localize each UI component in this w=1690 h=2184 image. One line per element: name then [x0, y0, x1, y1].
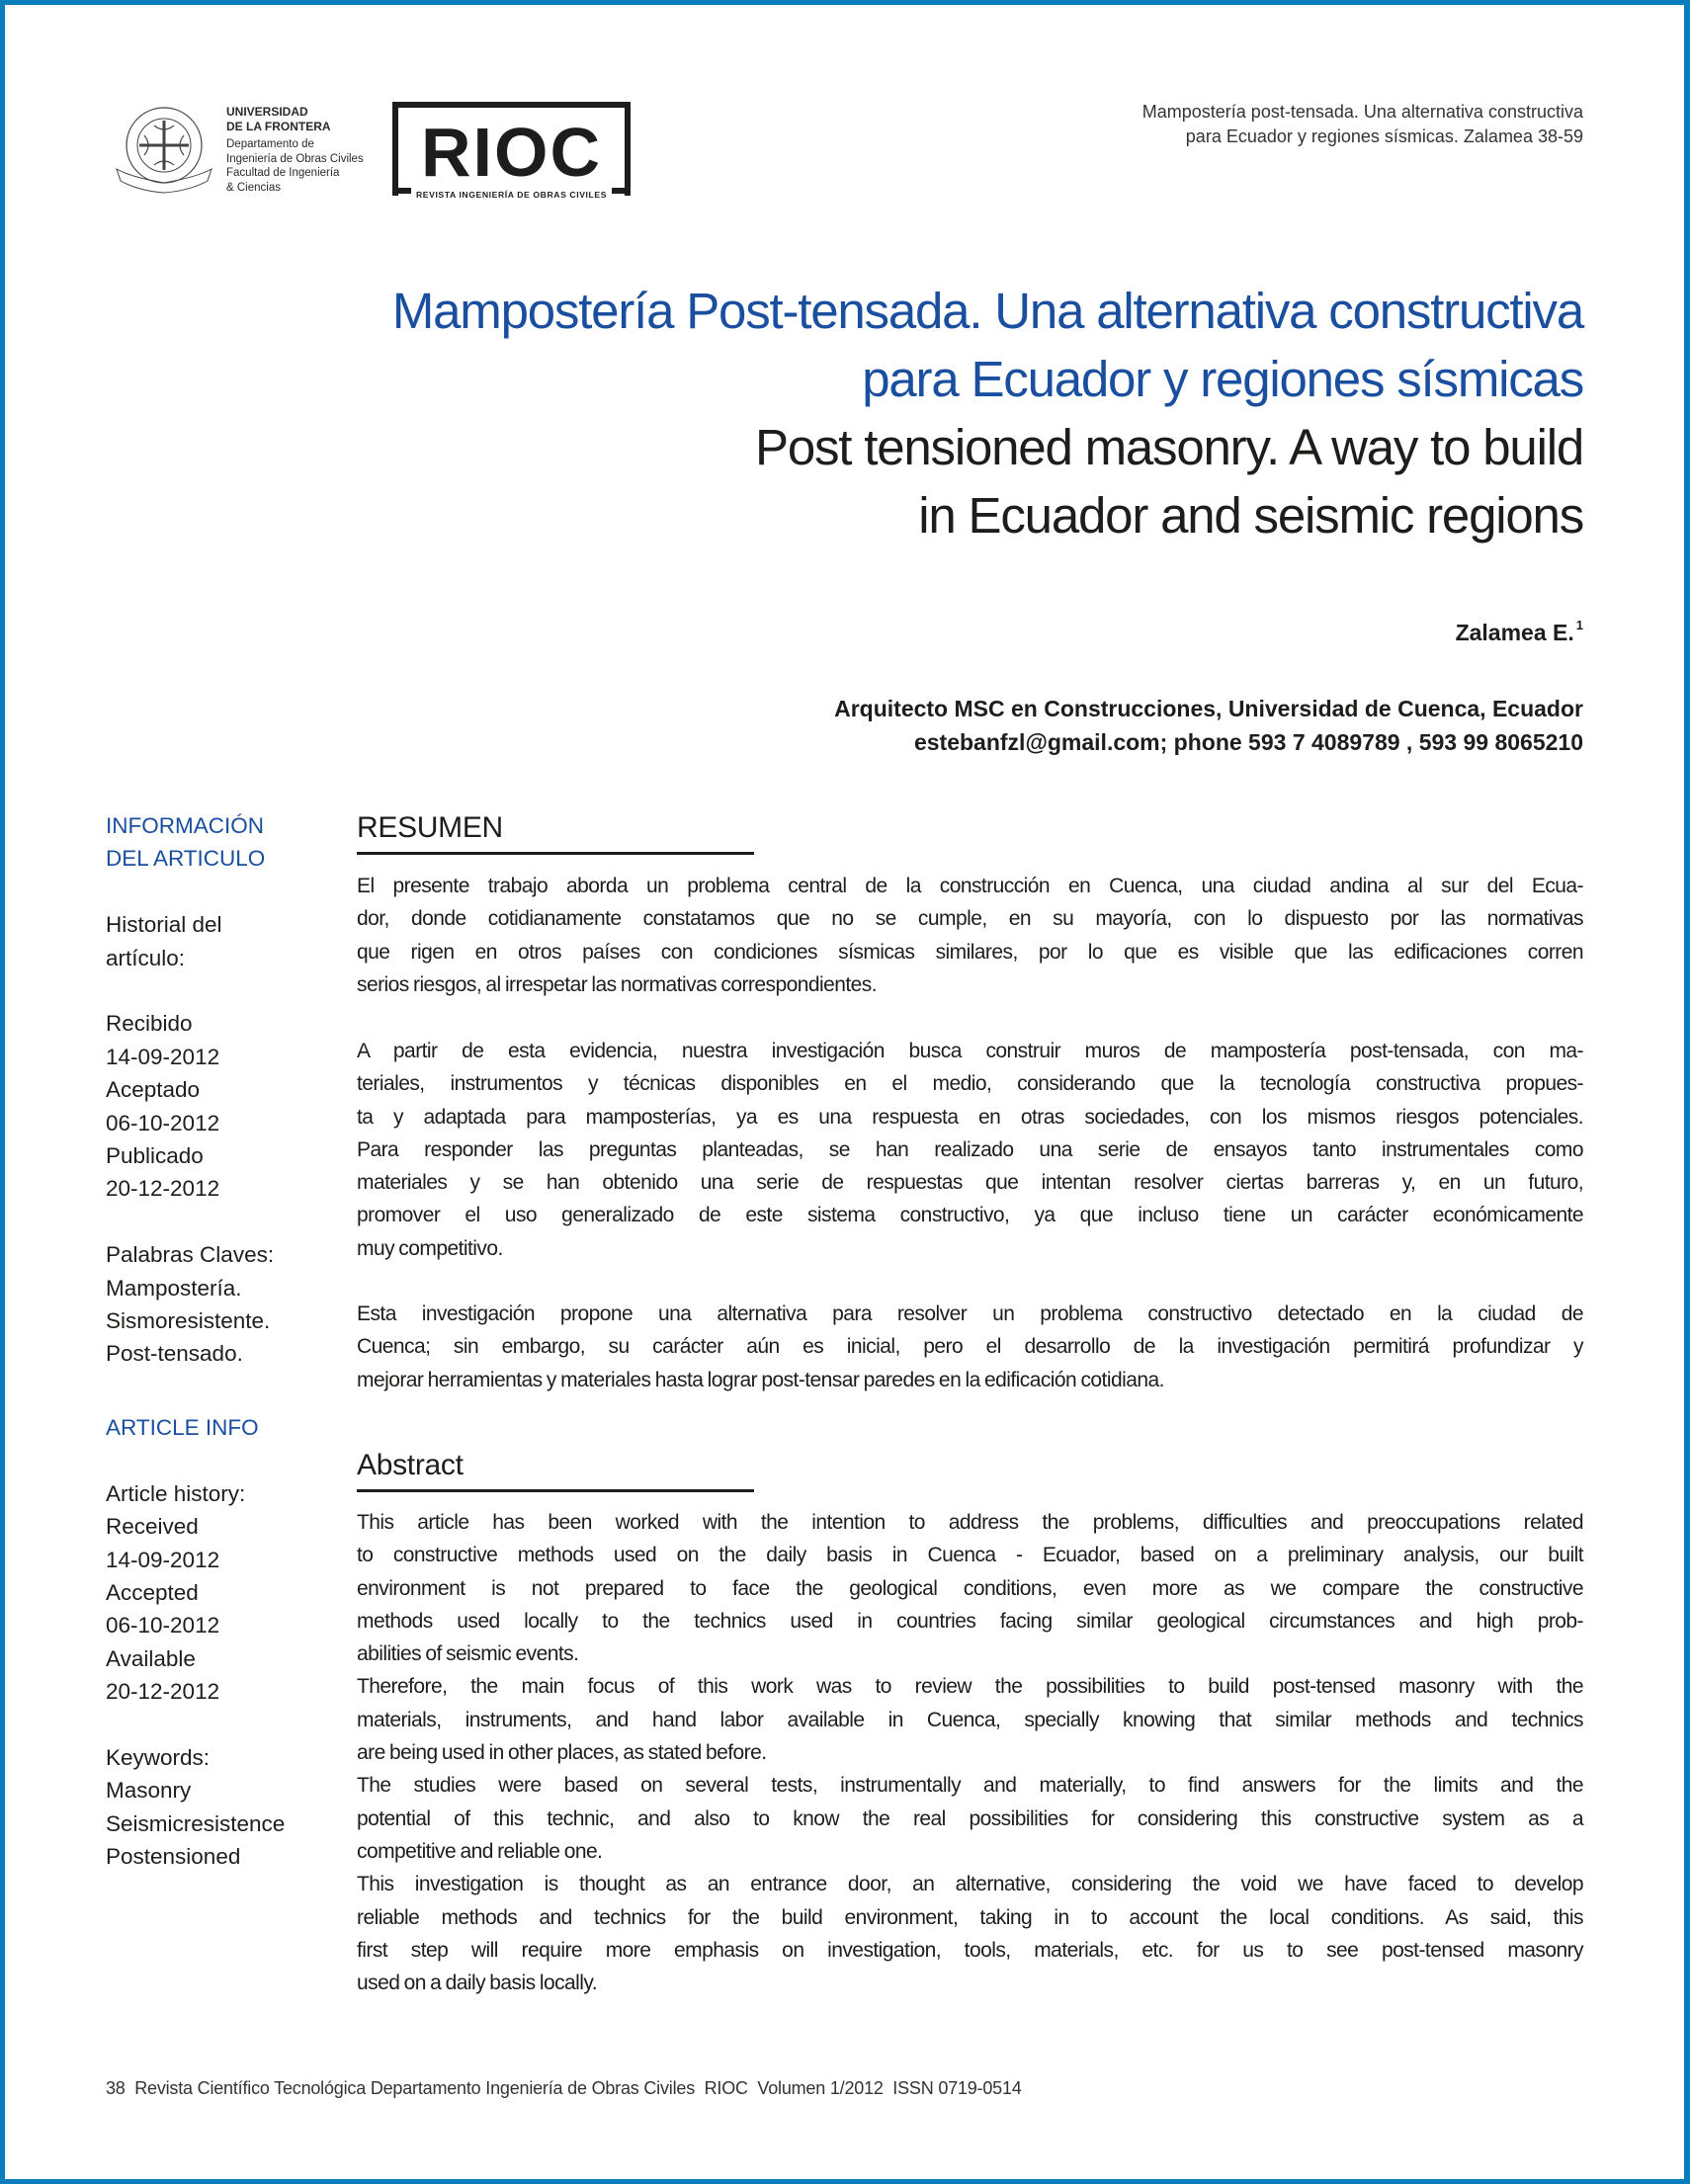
- abstract-heading-rule: [357, 1489, 754, 1492]
- sidebar-heading-es: INFORMACIÓN: [106, 813, 264, 838]
- running-head-line: Mampostería post-tensada. Una alternativa constructiva: [1141, 102, 1583, 122]
- author-name-text: Zalamea E.: [1455, 620, 1574, 645]
- resumen-paragraph: [357, 870, 1583, 1001]
- history-item: 20-12-2012: [106, 1176, 220, 1202]
- text-line: This article has been worked with the intention to address the problems, difficulties and preoccupations related: [357, 1511, 1583, 1534]
- history-label-es: artículo:: [106, 945, 186, 970]
- rioc-journal-logo: [392, 102, 631, 200]
- keywords-label-es: Palabras Claves:: [106, 1242, 275, 1268]
- text-line: Para responder las preguntas planteadas, se han realizado una serie de ensayos tanto instrumentales como: [357, 1137, 1583, 1161]
- keyword-item: Postensioned: [106, 1844, 241, 1870]
- running-head-line: para Ecuador y regiones sísmicas. Zalamea 38-59: [1185, 126, 1583, 146]
- history-item: Received: [106, 1514, 199, 1540]
- sidebar-article-info-es: [106, 809, 274, 1371]
- text-line: to constructive methods used on the daily basis in Cuenca - Ecuador, based on a preliminary analysis, our built: [357, 1544, 1583, 1567]
- text-line: environment is not prepared to face the geological conditions, even more as we compare the constructive: [357, 1576, 1583, 1600]
- department-line: & Ciencias: [226, 181, 281, 194]
- author-affiliation: [834, 692, 1583, 759]
- text-line: dor, donde cotidianamente constatamos que no se cumple, en su mayoría, con lo dispuesto por las normativas: [357, 907, 1583, 931]
- text-line: serios riesgos, al irrespetar las normativas correspondientes.: [357, 972, 877, 996]
- sidebar-article-info-en: [106, 1411, 285, 1874]
- running-head: [1142, 100, 1583, 149]
- university-name-line: DE LA FRONTERA: [226, 120, 331, 133]
- resumen-section: [357, 810, 1583, 855]
- title-english-line: Post tensioned masonry. A way to build: [755, 419, 1583, 475]
- resumen-paragraph: [357, 1035, 1583, 1265]
- history-item: 14-09-2012: [106, 1547, 220, 1572]
- history-item: 14-09-2012: [106, 1044, 220, 1069]
- text-line: competitive and reliable one.: [357, 1839, 603, 1863]
- history-item: Accepted: [106, 1580, 199, 1606]
- department-line: Departamento de: [226, 138, 314, 150]
- resumen-heading-rule: [357, 852, 754, 855]
- text-line: materiales y se han obtenido una serie de respuestas que intentan resolver ciertas barreras y, en un futuro,: [357, 1171, 1583, 1195]
- university-name-line: UNIVERSIDAD: [226, 105, 308, 119]
- history-label-en: Article history:: [106, 1480, 246, 1506]
- text-line: A partir de esta evidencia, nuestra investigación busca construir muros de mampostería post-tensada, con ma-: [357, 1040, 1583, 1062]
- keyword-item: Mampostería.: [106, 1275, 242, 1301]
- text-line: Cuenca; sin embargo, su carácter aún es inicial, pero el desarrollo de la investigación permitirá profundizar y: [357, 1335, 1583, 1359]
- keyword-item: Masonry: [106, 1778, 192, 1804]
- history-item: 06-10-2012: [106, 1613, 220, 1638]
- author-footnote-mark: 1: [1575, 618, 1583, 632]
- university-name-block: [226, 105, 364, 195]
- text-line: muy competitivo.: [357, 1236, 503, 1260]
- history-item: Aceptado: [106, 1077, 201, 1103]
- text-line: materials, instruments, and hand labor available in Cuenca, specially knowing that similar methods and technics: [357, 1708, 1583, 1731]
- text-line: potential of this technic, and also to know the real possibilities for considering this constructive system as a: [357, 1806, 1583, 1830]
- department-line: Facultad de Ingeniería: [226, 167, 340, 179]
- text-line: promover el uso generalizado de este sistema constructivo, ya que incluso tiene un carácter económicamente: [357, 1204, 1583, 1227]
- abstract-heading: Abstract: [357, 1449, 464, 1481]
- affiliation-text: Arquitecto MSC en Construcciones, Universidad de Cuenca, Ecuador: [834, 696, 1583, 721]
- keyword-item: Post-tensado.: [106, 1341, 243, 1367]
- resumen-heading: RESUMEN: [357, 811, 503, 844]
- text-line: used on a daily basis locally.: [357, 1972, 598, 1995]
- abstract-paragraph: [357, 1506, 1583, 1999]
- history-item: Publicado: [106, 1143, 204, 1169]
- resumen-paragraph: [357, 1298, 1583, 1396]
- title-english: [755, 413, 1583, 549]
- rioc-logo-wordmark: RIOC: [421, 114, 602, 191]
- text-line: que rigen en otros países con condiciones sísmicas similares, por lo que es visible que las edificaciones corren: [357, 940, 1583, 964]
- text-line: The studies were based on several tests, instrumentally and materially, to find answers for the limits and the: [357, 1774, 1583, 1798]
- history-item: Available: [106, 1645, 196, 1671]
- history-item: Recibido: [106, 1011, 193, 1037]
- title-spanish-line: Mampostería Post-tensada. Una alternativa constructiva: [391, 283, 1583, 339]
- rioc-logo-subtitle: REVISTA INGENIERÍA DE OBRAS CIVILES: [415, 190, 608, 200]
- title-spanish-line: para Ecuador y regiones sísmicas: [862, 351, 1583, 407]
- sidebar-heading-es: DEL ARTICULO: [106, 846, 266, 872]
- university-seal-logo: [111, 104, 217, 197]
- text-line: mejorar herramientas y materiales hasta lograr post-tensar paredes en la edificación cotidiana.: [357, 1368, 1164, 1391]
- text-line: ta y adaptada para mamposterías, ya es una respuesta en otras sociedades, con los mismos riesgos potenciales.: [357, 1105, 1583, 1129]
- keywords-label-en: Keywords:: [106, 1745, 211, 1771]
- keyword-item: Sismoresistente.: [106, 1308, 271, 1334]
- text-line: reliable methods and technics for the build environment, taking in to account the local conditions. As said, this: [357, 1905, 1583, 1929]
- text-line: El presente trabajo aborda un problema central de la construcción en Cuenca, una ciudad andina al sur del Ecua-: [357, 875, 1583, 897]
- text-line: Esta investigación propone una alternativa para resolver un problema constructivo detectado en la ciudad de: [357, 1302, 1583, 1325]
- history-label-es: Historial del: [106, 912, 222, 938]
- text-line: abilities of seismic events.: [357, 1642, 579, 1666]
- history-item: 06-10-2012: [106, 1110, 220, 1135]
- keyword-item: Seismicresistence: [106, 1810, 286, 1836]
- text-line: are being used in other places, as stated before.: [357, 1741, 767, 1765]
- author-name: [1456, 620, 1583, 646]
- title-spanish: [392, 277, 1583, 413]
- text-line: teriales, instrumentos y técnicas disponibles en el medio, considerando que la tecnología constructiva propues-: [357, 1072, 1583, 1096]
- contact-text: estebanfzl@gmail.com; phone 593 7 4089789 , 593 99 8065210: [913, 729, 1583, 755]
- history-item: 20-12-2012: [106, 1679, 220, 1705]
- text-line: Therefore, the main focus of this work was to review the possibilities to build post-tensed masonry with the: [357, 1675, 1583, 1699]
- page-footer: 38 Revista Científico Tecnológica Departamento Ingeniería de Obras Civiles RIOC Volumen 1/2012 ISSN 0719-0514: [106, 2078, 1022, 2098]
- abstract-section: [357, 1448, 1583, 1492]
- sidebar-heading-en: ARTICLE INFO: [106, 1415, 259, 1440]
- text-line: first step will require more emphasis on investigation, tools, materials, etc. for us to see post-tensed masonry: [357, 1938, 1583, 1962]
- text-line: This investigation is thought as an entrance door, an alternative, considering the void we have faced to develop: [357, 1873, 1583, 1896]
- text-line: methods used locally to the technics used in countries facing similar geological circumstances and high prob-: [357, 1609, 1583, 1633]
- title-english-line: in Ecuador and seismic regions: [918, 487, 1583, 544]
- department-line: Ingeniería de Obras Civiles: [226, 152, 364, 165]
